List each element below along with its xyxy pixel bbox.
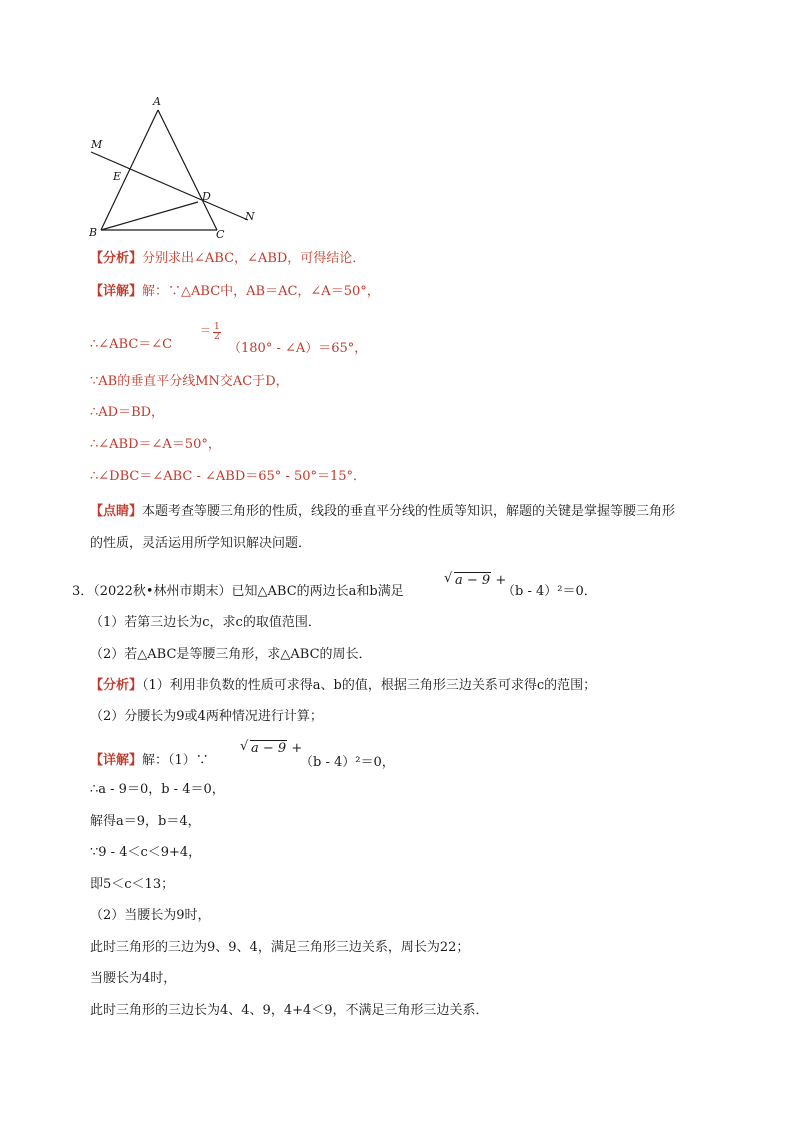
q3-stem — [72, 583, 404, 601]
segment-ac — [158, 110, 217, 230]
label-m: M — [91, 138, 103, 151]
label-a: A — [153, 95, 161, 108]
detail-line2-eq: ＝ — [200, 324, 211, 337]
q3-detail-post: （b - 4）²＝0， — [300, 755, 395, 770]
q3-part1: （1）若第三边长为c，求c的取值范围． — [90, 615, 321, 630]
point-text2: 的性质，灵活运用所学知识解决问题． — [90, 536, 312, 551]
detail-line2-pre: ∴∠ABC＝∠C — [90, 337, 173, 352]
detail-line3: ∵AB的垂直平分线MN交AC于D， — [90, 374, 289, 389]
q3-analysis — [90, 677, 596, 695]
q3-step8: 此时三角形的三边长为4、4、9，4+4＜9，不满足三角形三边关系． — [90, 1003, 489, 1018]
q2-point — [90, 503, 675, 521]
q3-detail-tag: 【详解】 — [90, 753, 143, 768]
triangle-figure — [85, 92, 275, 242]
q3-stem-post: （b - 4）²＝0． — [502, 584, 597, 599]
label-e: E — [113, 170, 122, 183]
point-text1: 本题考查等腰三角形的性质，线段的垂直平分线的性质等知识，解题的关键是掌握等腰三角形 — [142, 504, 676, 519]
q2-detail-line2 — [90, 336, 172, 354]
label-c: C — [216, 228, 225, 241]
q3-step2: 解得a＝9，b＝4， — [90, 814, 201, 829]
q3-detail-sqrt: √ a − 9 + — [240, 739, 303, 756]
q3-step4: 即5＜c＜13； — [90, 877, 175, 892]
q3-analysis-tag: 【分析】 — [90, 678, 143, 693]
frac-den: 2 — [214, 332, 220, 342]
label-n: N — [245, 210, 255, 223]
detail-line2-fraction — [213, 323, 221, 342]
detail-tag: 【详解】 — [90, 284, 143, 299]
q3-stem-sqrt: √ a − 9 + — [444, 571, 507, 588]
analysis-text: 分别求出∠ABC，∠ABD，可得结论． — [142, 251, 366, 266]
sqrt-content: a − 9 — [455, 573, 491, 588]
label-b: B — [89, 226, 98, 239]
segment-ab — [101, 110, 158, 230]
detail-line4: ∴AD＝BD， — [90, 405, 165, 420]
q2-analysis — [90, 250, 365, 268]
q2-detail-line1 — [90, 283, 380, 301]
detail-sqrt-content: a − 9 — [251, 741, 287, 756]
q3-detail — [90, 752, 209, 770]
detail-line5: ∴∠ABD＝∠A＝50°， — [90, 437, 221, 452]
detail-line1: 解：∵△ABC中，AB＝AC，∠A＝50°， — [142, 284, 380, 299]
label-d: D — [202, 190, 211, 203]
segment-bd — [101, 202, 198, 230]
q3-step7: 当腰长为4时， — [90, 971, 177, 986]
q3-step3: ∵9 - 4＜c＜9+4， — [90, 845, 202, 860]
q3-part2: （2）若△ABC是等腰三角形，求△ABC的周长． — [90, 647, 372, 662]
q3-stem-plus: + — [495, 573, 507, 588]
q3-number: 3． — [72, 584, 94, 599]
q3-detail-pre: 解：（1）∵ — [142, 753, 209, 768]
q3-step6: 此时三角形的三边为9、9、4，满足三角形三边关系，周长为22； — [90, 940, 470, 955]
q3-step1: ∴a - 9＝0，b - 4＝0， — [90, 782, 225, 797]
q3-step5: （2）当腰长为9时， — [90, 908, 211, 923]
point-tag: 【点睛】 — [90, 504, 143, 519]
q3-detail-plus: + — [291, 741, 303, 756]
q3-analysis2: （2）分腰长为9或4两种情况进行计算； — [90, 709, 323, 724]
q3-stem-pre: （2022秋•林州市期末）已知△ABC的两边长a和b满足 — [93, 584, 404, 599]
frac-num: 1 — [214, 322, 220, 332]
detail-line2-post: （180° - ∠A）＝65°， — [228, 341, 368, 356]
q3-analysis1: （1）利用非负数的性质可求得a、b的值，根据三角形三边关系可求得c的范围； — [142, 678, 597, 693]
detail-line6: ∴∠DBC＝∠ABC - ∠ABD＝65° - 50°＝15°． — [90, 469, 367, 484]
analysis-tag: 【分析】 — [90, 251, 143, 266]
